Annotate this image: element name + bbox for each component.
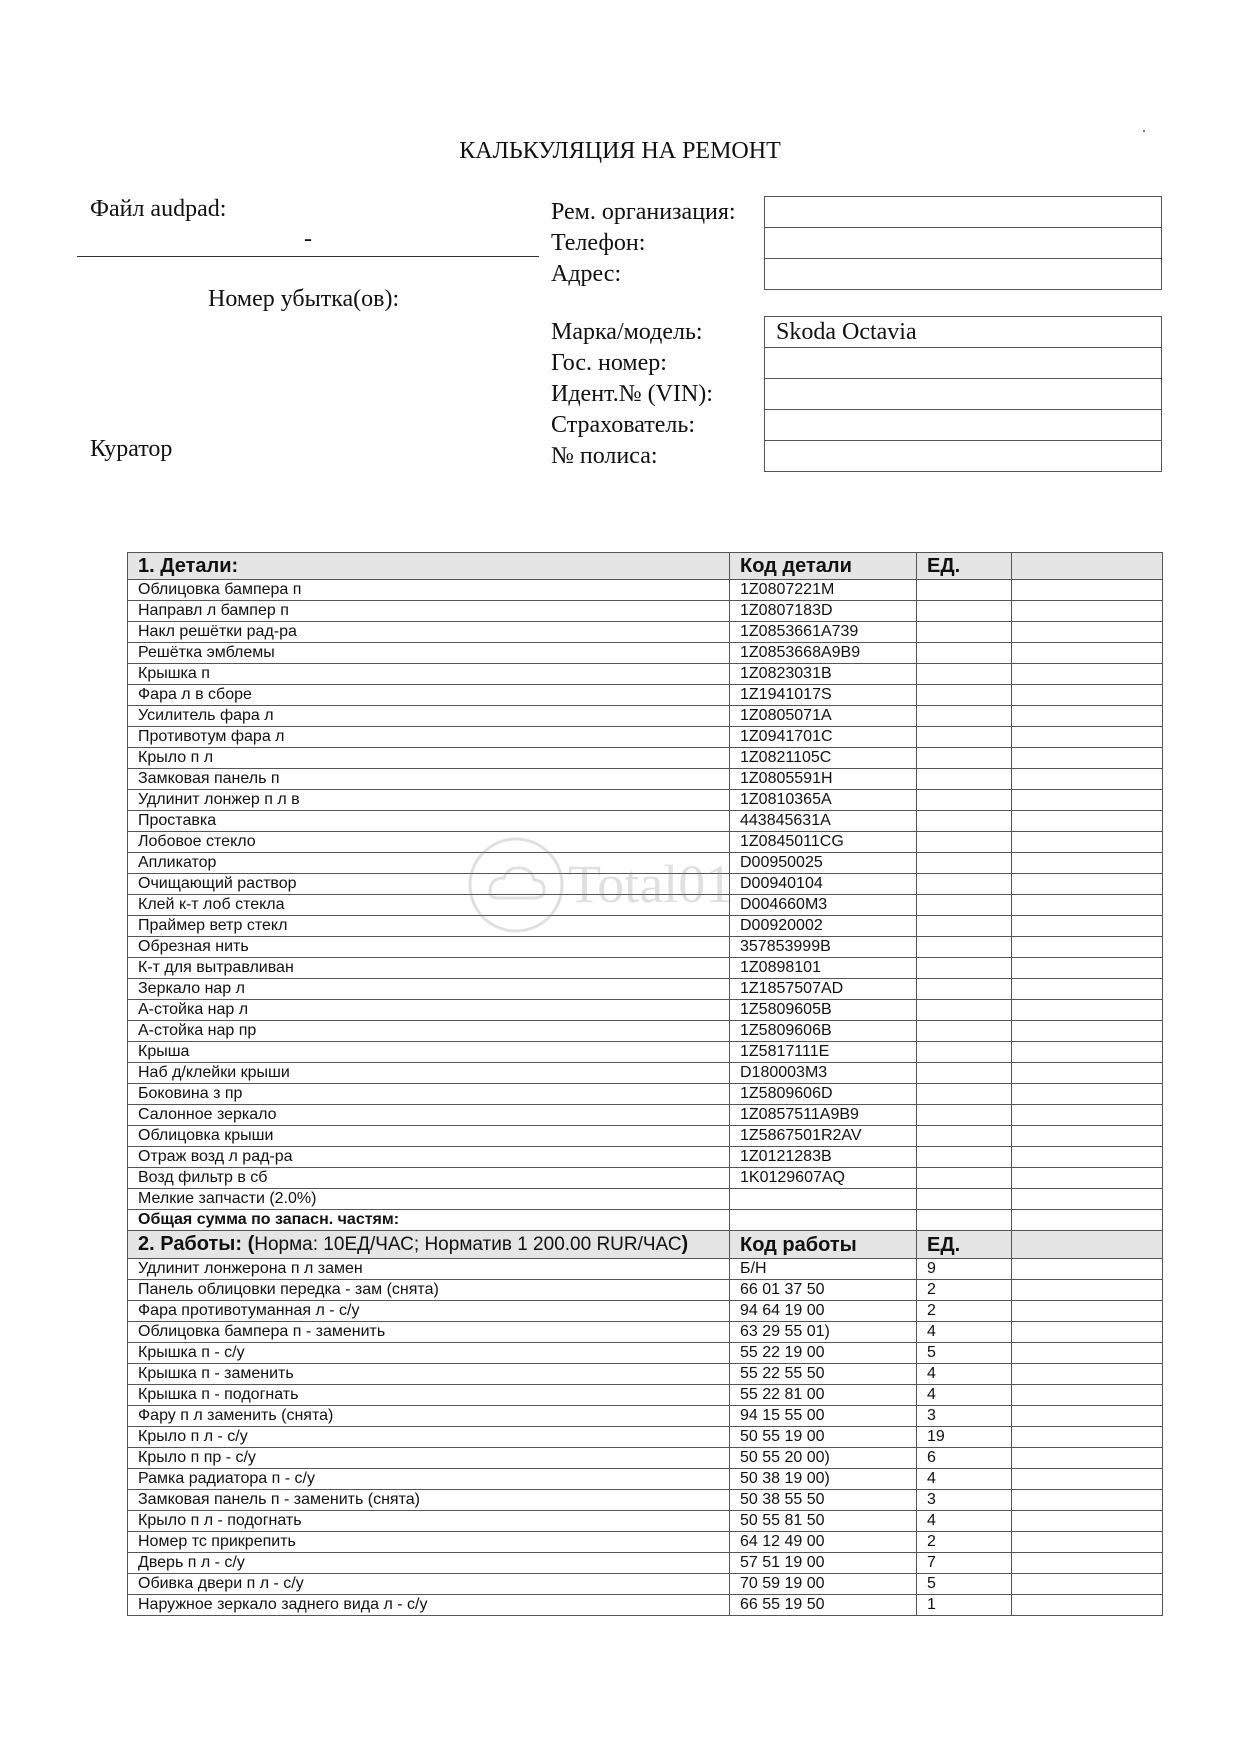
part-code: 1Z0121283B	[730, 1147, 917, 1168]
part-unit	[917, 811, 1012, 832]
address-label: Адрес:	[551, 260, 622, 287]
part-name: А-стойка нар л	[128, 1000, 730, 1021]
part-amount	[1012, 811, 1163, 832]
form-row-insurer	[551, 410, 1162, 441]
work-amount	[1012, 1322, 1163, 1343]
part-code: 1K0129607AQ	[730, 1168, 917, 1189]
work-code: 55 22 19 00	[730, 1343, 917, 1364]
part-row	[128, 1189, 1163, 1210]
part-name: Крыша	[128, 1042, 730, 1063]
work-units: 19	[917, 1427, 1012, 1448]
part-name: Крышка п	[128, 664, 730, 685]
part-unit	[917, 1126, 1012, 1147]
parts-total-unit	[917, 1210, 1012, 1231]
part-row	[128, 1021, 1163, 1042]
part-amount	[1012, 1042, 1163, 1063]
part-code: 1Z0807183D	[730, 601, 917, 622]
part-code: D00920002	[730, 916, 917, 937]
part-unit	[917, 1084, 1012, 1105]
part-amount	[1012, 769, 1163, 790]
part-unit	[917, 580, 1012, 601]
phone-label: Телефон:	[551, 229, 646, 256]
part-unit	[917, 1168, 1012, 1189]
part-amount	[1012, 979, 1163, 1000]
work-amount	[1012, 1406, 1163, 1427]
part-unit	[917, 832, 1012, 853]
work-name: Удлинит лонжерона п л замен	[128, 1259, 730, 1280]
part-unit	[917, 643, 1012, 664]
part-row	[128, 685, 1163, 706]
claim-number-label: Номер убытка(ов):	[208, 286, 400, 312]
part-code: 1Z0810365A	[730, 790, 917, 811]
work-code: 64 12 49 00	[730, 1532, 917, 1553]
phone-field[interactable]	[765, 228, 1162, 259]
part-code: 1Z0853668A9B9	[730, 643, 917, 664]
part-amount	[1012, 643, 1163, 664]
part-code: 1Z0898101	[730, 958, 917, 979]
part-name: К-т для вытравливан	[128, 958, 730, 979]
work-units: 3	[917, 1406, 1012, 1427]
part-name: Лобовое стекло	[128, 832, 730, 853]
form-row-vin	[551, 379, 1162, 410]
work-units: 2	[917, 1532, 1012, 1553]
part-unit	[917, 748, 1012, 769]
part-name: Возд фильтр в сб	[128, 1168, 730, 1189]
part-name: Замковая панель п	[128, 769, 730, 790]
part-name: Проставка	[128, 811, 730, 832]
work-row	[128, 1595, 1163, 1616]
work-name: Крыло п пр - с/у	[128, 1448, 730, 1469]
policy-field[interactable]	[765, 441, 1162, 472]
part-amount	[1012, 958, 1163, 979]
part-name: Противотум фара л	[128, 727, 730, 748]
repair-org-field[interactable]	[765, 197, 1162, 228]
work-units: 4	[917, 1364, 1012, 1385]
part-row	[128, 895, 1163, 916]
work-row	[128, 1385, 1163, 1406]
part-name: Облицовка крыши	[128, 1126, 730, 1147]
part-unit	[917, 958, 1012, 979]
work-amount	[1012, 1301, 1163, 1322]
part-code: D180003M3	[730, 1063, 917, 1084]
plate-label: Гос. номер:	[551, 349, 667, 376]
work-units: 6	[917, 1448, 1012, 1469]
part-row	[128, 832, 1163, 853]
parts-total-code	[730, 1210, 917, 1231]
part-unit	[917, 1021, 1012, 1042]
work-row	[128, 1259, 1163, 1280]
work-units: 4	[917, 1469, 1012, 1490]
part-row	[128, 874, 1163, 895]
work-amount	[1012, 1553, 1163, 1574]
part-row	[128, 1147, 1163, 1168]
part-row	[128, 811, 1163, 832]
work-code: 94 64 19 00	[730, 1301, 917, 1322]
work-amount	[1012, 1595, 1163, 1616]
work-amount	[1012, 1427, 1163, 1448]
part-name: Наб д/клейки крыши	[128, 1063, 730, 1084]
watermark-text: Total01	[568, 854, 733, 914]
part-unit	[917, 895, 1012, 916]
work-code-header: Код работы	[730, 1231, 917, 1259]
part-name: Решётка эмблемы	[128, 643, 730, 664]
repair-org-form	[551, 196, 1162, 290]
work-units: 4	[917, 1385, 1012, 1406]
work-amount	[1012, 1385, 1163, 1406]
work-row	[128, 1511, 1163, 1532]
part-name: Отраж возд л рад-ра	[128, 1147, 730, 1168]
part-amount	[1012, 601, 1163, 622]
work-name: Облицовка бампера п - заменить	[128, 1322, 730, 1343]
part-unit	[917, 1042, 1012, 1063]
part-amount	[1012, 853, 1163, 874]
part-unit	[917, 769, 1012, 790]
work-name: Крышка п - подогнать	[128, 1385, 730, 1406]
part-code: 1Z0821105C	[730, 748, 917, 769]
part-row	[128, 664, 1163, 685]
work-code: 57 51 19 00	[730, 1553, 917, 1574]
work-code: 55 22 55 50	[730, 1364, 917, 1385]
part-amount	[1012, 1189, 1163, 1210]
work-row	[128, 1427, 1163, 1448]
part-row	[128, 1168, 1163, 1189]
part-unit	[917, 1063, 1012, 1084]
plate-field[interactable]	[765, 348, 1162, 379]
works-header-row	[128, 1231, 1163, 1259]
part-amount	[1012, 1000, 1163, 1021]
work-code: 50 38 55 50	[730, 1490, 917, 1511]
repair-org-label: Рем. организация:	[551, 198, 736, 225]
part-code: D00940104	[730, 874, 917, 895]
part-name: Направл л бампер п	[128, 601, 730, 622]
work-code: Б/Н	[730, 1259, 917, 1280]
part-name: Усилитель фара л	[128, 706, 730, 727]
part-amount	[1012, 916, 1163, 937]
part-name: Облицовка бампера п	[128, 580, 730, 601]
works-norm: Норма: 10ЕД/ЧАС; Норматив 1 200.00 RUR/ЧАС	[254, 1234, 682, 1255]
model-field[interactable]: Skoda Octavia	[765, 317, 1162, 348]
part-name: Обрезная нить	[128, 937, 730, 958]
work-row	[128, 1574, 1163, 1595]
part-unit	[917, 979, 1012, 1000]
part-row	[128, 748, 1163, 769]
part-name: Крыло п л	[128, 748, 730, 769]
part-unit	[917, 916, 1012, 937]
part-unit	[917, 706, 1012, 727]
work-units: 9	[917, 1259, 1012, 1280]
part-row	[128, 622, 1163, 643]
part-name: Накл решётки рад-ра	[128, 622, 730, 643]
work-row	[128, 1469, 1163, 1490]
work-amount	[1012, 1574, 1163, 1595]
part-name: Мелкие запчасти (2.0%)	[128, 1189, 730, 1210]
part-row	[128, 769, 1163, 790]
form-row-phone	[551, 228, 1162, 259]
form-row-repair-org	[551, 197, 1162, 228]
part-name: Зеркало нар л	[128, 979, 730, 1000]
part-row	[128, 1105, 1163, 1126]
work-units: 1	[917, 1595, 1012, 1616]
works-norm-close: )	[681, 1233, 689, 1255]
corner-mark	[1143, 130, 1145, 132]
work-amount	[1012, 1448, 1163, 1469]
part-code: 1Z1857507AD	[730, 979, 917, 1000]
work-amount	[1012, 1469, 1163, 1490]
part-amount	[1012, 1021, 1163, 1042]
work-code: 55 22 81 00	[730, 1385, 917, 1406]
part-amount	[1012, 895, 1163, 916]
address-field[interactable]	[765, 259, 1162, 290]
parts-total-row	[128, 1210, 1163, 1231]
part-code: 1Z5817111E	[730, 1042, 917, 1063]
work-row	[128, 1343, 1163, 1364]
part-unit	[917, 853, 1012, 874]
part-unit	[917, 937, 1012, 958]
part-amount	[1012, 706, 1163, 727]
part-unit	[917, 790, 1012, 811]
work-units: 4	[917, 1322, 1012, 1343]
part-name: Праймер ветр стекл	[128, 916, 730, 937]
part-row	[128, 643, 1163, 664]
part-amount	[1012, 874, 1163, 895]
part-amount	[1012, 937, 1163, 958]
parts-total-label: Общая сумма по запасн. частям:	[128, 1210, 730, 1231]
work-name: Обивка двери п л - с/у	[128, 1574, 730, 1595]
part-row	[128, 979, 1163, 1000]
part-row	[128, 916, 1163, 937]
work-name: Фару п л заменить (снята)	[128, 1406, 730, 1427]
part-name: Боковина з пр	[128, 1084, 730, 1105]
work-row	[128, 1553, 1163, 1574]
work-amount	[1012, 1280, 1163, 1301]
work-amount	[1012, 1259, 1163, 1280]
form-row-model	[551, 317, 1162, 348]
file-underline	[77, 256, 539, 257]
work-row	[128, 1406, 1163, 1427]
file-value: -	[304, 226, 312, 252]
part-unit	[917, 1000, 1012, 1021]
part-amount	[1012, 1084, 1163, 1105]
work-units: 2	[917, 1280, 1012, 1301]
part-name: Салонное зеркало	[128, 1105, 730, 1126]
part-code: 1Z0941701C	[730, 727, 917, 748]
part-unit	[917, 685, 1012, 706]
work-name: Рамка радиатора п - с/у	[128, 1469, 730, 1490]
part-amount	[1012, 727, 1163, 748]
work-name: Замковая панель п - заменить (снята)	[128, 1490, 730, 1511]
part-amount	[1012, 685, 1163, 706]
part-row	[128, 1084, 1163, 1105]
part-row	[128, 601, 1163, 622]
part-amount	[1012, 1063, 1163, 1084]
part-name: Фара л в сборе	[128, 685, 730, 706]
work-row	[128, 1280, 1163, 1301]
work-units: 5	[917, 1343, 1012, 1364]
insurer-field[interactable]	[765, 410, 1162, 441]
work-units: 4	[917, 1511, 1012, 1532]
part-name: Очищающий раствор	[128, 874, 730, 895]
work-name: Номер тс прикрепить	[128, 1532, 730, 1553]
part-unit	[917, 874, 1012, 895]
part-amount	[1012, 622, 1163, 643]
part-code: 1Z0805071A	[730, 706, 917, 727]
part-code: 1Z0805591H	[730, 769, 917, 790]
work-code: 66 01 37 50	[730, 1280, 917, 1301]
part-row	[128, 958, 1163, 979]
work-code: 66 55 19 50	[730, 1595, 917, 1616]
part-row	[128, 1126, 1163, 1147]
part-unit	[917, 1147, 1012, 1168]
part-amount	[1012, 664, 1163, 685]
work-name: Фара противотуманная л - с/у	[128, 1301, 730, 1322]
part-amount	[1012, 1126, 1163, 1147]
part-row	[128, 1063, 1163, 1084]
model-label: Марка/модель:	[551, 318, 703, 345]
part-code: 1Z5809606D	[730, 1084, 917, 1105]
work-code: 50 55 81 50	[730, 1511, 917, 1532]
work-row	[128, 1490, 1163, 1511]
work-units: 3	[917, 1490, 1012, 1511]
part-code: 1Z5809606B	[730, 1021, 917, 1042]
part-name: Апликатор	[128, 853, 730, 874]
form-row-policy	[551, 441, 1162, 472]
part-row	[128, 853, 1163, 874]
work-unit-header: ЕД.	[917, 1231, 1012, 1259]
work-units: 7	[917, 1553, 1012, 1574]
part-code: 1Z5809605B	[730, 1000, 917, 1021]
works-title: 2. Работы: (	[138, 1233, 255, 1255]
work-code: 50 38 19 00)	[730, 1469, 917, 1490]
part-row	[128, 580, 1163, 601]
work-code: 94 15 55 00	[730, 1406, 917, 1427]
work-amount	[1012, 1511, 1163, 1532]
vin-field[interactable]	[765, 379, 1162, 410]
work-code: 50 55 19 00	[730, 1427, 917, 1448]
work-code: 50 55 20 00)	[730, 1448, 917, 1469]
file-label: Файл audpad:	[90, 196, 227, 222]
part-row	[128, 1000, 1163, 1021]
part-unit	[917, 601, 1012, 622]
parts-total-amount	[1012, 1210, 1163, 1231]
calculation-table	[127, 552, 1163, 1616]
curator-label: Куратор	[90, 436, 173, 462]
work-amount	[1012, 1364, 1163, 1385]
work-row	[128, 1448, 1163, 1469]
part-code: D00950025	[730, 853, 917, 874]
part-row	[128, 727, 1163, 748]
work-name: Крышка п - заменить	[128, 1364, 730, 1385]
work-name: Панель облицовки передка - зам (снята)	[128, 1280, 730, 1301]
insurer-label: Страхователь:	[551, 411, 695, 438]
part-row	[128, 706, 1163, 727]
part-code: 1Z5867501R2AV	[730, 1126, 917, 1147]
vin-label: Идент.№ (VIN):	[551, 380, 713, 407]
part-amount	[1012, 1168, 1163, 1189]
work-name: Крышка п - с/у	[128, 1343, 730, 1364]
part-unit	[917, 1105, 1012, 1126]
parts-section-title: 1. Детали:	[128, 553, 730, 580]
part-unit	[917, 1189, 1012, 1210]
work-row	[128, 1364, 1163, 1385]
part-amount	[1012, 1105, 1163, 1126]
policy-label: № полиса:	[551, 442, 658, 469]
work-units: 2	[917, 1301, 1012, 1322]
part-amount	[1012, 748, 1163, 769]
form-row-address	[551, 259, 1162, 290]
part-unit	[917, 622, 1012, 643]
work-amount-header	[1012, 1231, 1163, 1259]
part-code: 1Z0807221M	[730, 580, 917, 601]
document-title: КАЛЬКУЛЯЦИЯ НА РЕМОНТ	[459, 138, 781, 164]
part-row	[128, 937, 1163, 958]
part-code: 1Z0853661A739	[730, 622, 917, 643]
form-row-plate	[551, 348, 1162, 379]
part-code: 443845631A	[730, 811, 917, 832]
work-name: Крыло п л - с/у	[128, 1427, 730, 1448]
work-code: 63 29 55 01)	[730, 1322, 917, 1343]
part-amount	[1012, 790, 1163, 811]
part-code: D004660M3	[730, 895, 917, 916]
work-row	[128, 1322, 1163, 1343]
part-name: Клей к-т лоб стекла	[128, 895, 730, 916]
works-section-title	[128, 1231, 730, 1259]
part-unit	[917, 727, 1012, 748]
part-amount	[1012, 832, 1163, 853]
work-units: 5	[917, 1574, 1012, 1595]
part-code-header: Код детали	[730, 553, 917, 580]
part-name: А-стойка нар пр	[128, 1021, 730, 1042]
work-name: Дверь п л - с/у	[128, 1553, 730, 1574]
amount-header	[1012, 553, 1163, 580]
parts-header-row	[128, 553, 1163, 580]
part-code: 1Z1941017S	[730, 685, 917, 706]
part-row	[128, 1042, 1163, 1063]
part-row	[128, 790, 1163, 811]
work-amount	[1012, 1490, 1163, 1511]
work-row	[128, 1532, 1163, 1553]
work-name: Крыло п л - подогнать	[128, 1511, 730, 1532]
work-code: 70 59 19 00	[730, 1574, 917, 1595]
work-amount	[1012, 1532, 1163, 1553]
part-amount	[1012, 1147, 1163, 1168]
part-code: 1Z0857511A9B9	[730, 1105, 917, 1126]
vehicle-form	[551, 316, 1162, 472]
part-unit	[917, 664, 1012, 685]
work-row	[128, 1301, 1163, 1322]
work-amount	[1012, 1343, 1163, 1364]
part-name: Удлинит лонжер п л в	[128, 790, 730, 811]
work-name: Наружное зеркало заднего вида л - с/у	[128, 1595, 730, 1616]
part-code: 357853999B	[730, 937, 917, 958]
part-code: 1Z0823031B	[730, 664, 917, 685]
part-code	[730, 1189, 917, 1210]
unit-header: ЕД.	[917, 553, 1012, 580]
part-amount	[1012, 580, 1163, 601]
part-code: 1Z0845011CG	[730, 832, 917, 853]
